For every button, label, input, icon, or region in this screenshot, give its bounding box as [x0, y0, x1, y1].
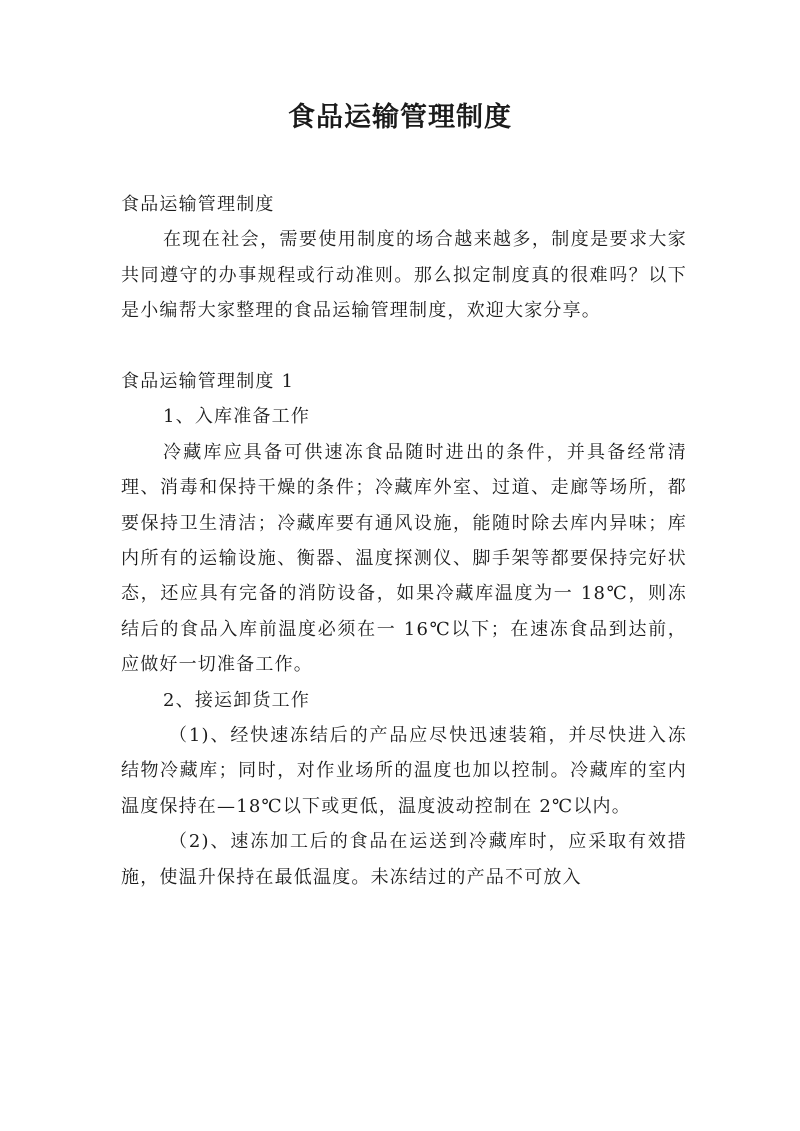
document-body	[121, 187, 687, 895]
intro-paragraph: 在现在社会，需要使用制度的场合越来越多，制度是要求大家共同遵守的办事规程或行动准则。那么拟定制度真的很难吗？以下是小编帮大家整理的食品运输管理制度，欢迎大家分享。	[121, 229, 687, 322]
item1-heading: 1、入库准备工作	[163, 406, 311, 428]
section-spacer	[121, 329, 687, 364]
item1-paragraph: 冷藏库应具备可供速冻食品随时进出的条件，并具备经常清理、消毒和保持干燥的条件；冷藏库外室、过道、走廊等场所，都要保持卫生清洁；冷藏库要有通风设施，能随时除去库内异味；库内所有的运输设施、衡器、温度探测仪、脚手架等都要保持完好状态，还应具有完备的消防设备，如果冷藏库温度为一 18℃，则冻结后的食品入库前温度必须在一 16℃以下；在速冻食品到达前，应做好一切准备工作。	[121, 441, 687, 676]
document-title: 食品运输管理制度	[288, 102, 512, 133]
item2-subitem-1: （1)、经快速冻结后的产品应尽快迅速装箱，并尽快进入冻结物冷藏库；同时，对作业场所的温度也加以控制。冷藏库的室内温度保持在—18℃以下或更低，温度波动控制在 2℃以内。	[121, 725, 687, 817]
intro-heading: 食品运输管理制度	[121, 194, 275, 215]
item2-heading: 2、接运卸货工作	[163, 689, 311, 711]
item2-subitem-2: （2)、速冻加工后的食品在运送到冷藏库时，应采取有效措施，使温升保持在最低温度。未冻结过的产品不可放入	[121, 831, 687, 888]
section-heading: 食品运输管理制度 1	[121, 371, 295, 393]
